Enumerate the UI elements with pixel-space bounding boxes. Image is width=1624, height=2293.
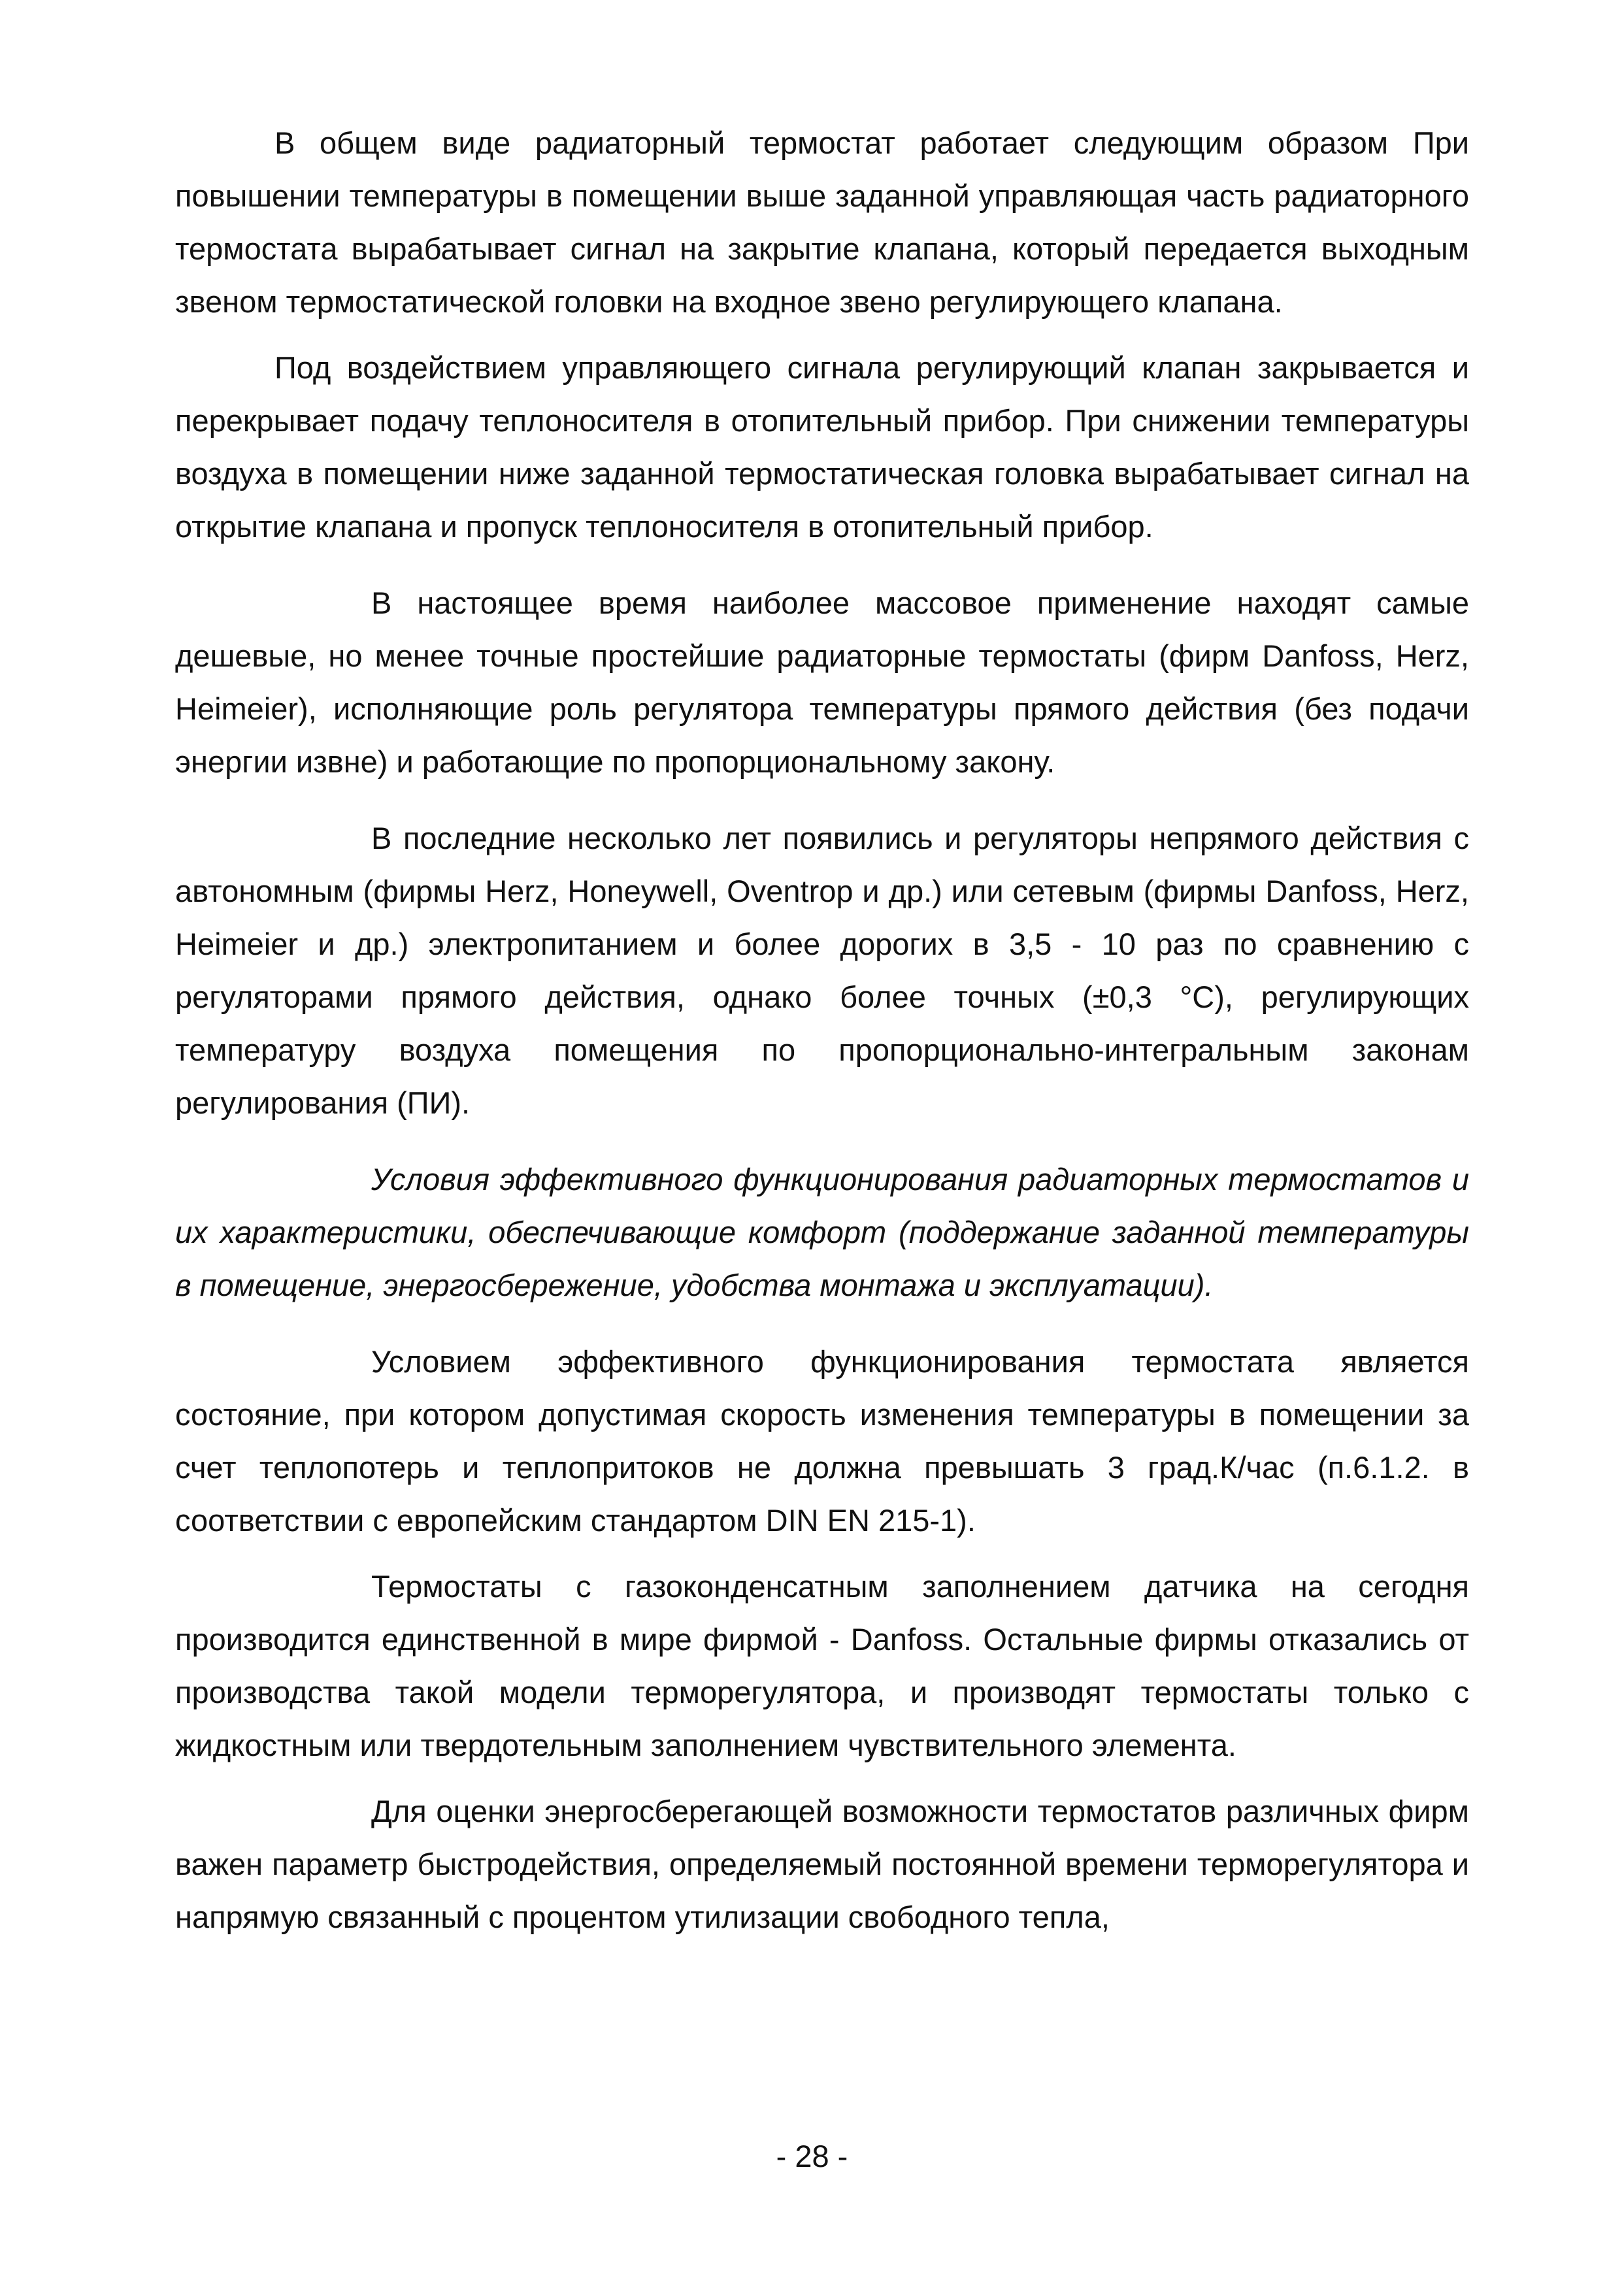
document-body: [175, 116, 1469, 1943]
section-heading-efficiency-conditions: Условия эффективного функционирования радиаторных термостатов и их характеристики, обеспечивающие комфорт (поддержание заданной температуры в помещение, энергосбережение, удобства монтажа и эксплуатации).: [175, 1162, 1469, 1302]
paragraph-efficiency-condition: Условием эффективного функционирования термостата является состояние, при котором допустимая скорость изменения температуры в помещении за счет теплопотерь и теплопритоков не должна превышать 3 град.К/час (п.6.1.2. в соответствии с европейским стандартом DIN EN 215-1).: [175, 1344, 1469, 1538]
paragraph-indirect-regulators: В последние несколько лет появились и регуляторы непрямого действия с автономным (фирмы Herz, Honeywell, Oventrop и др.) или сетевым (фирмы Danfoss, Herz, Heimeier и др.) электропитанием и более дорогих в 3,5 - 10 раз по сравнению с регуляторами прямого действия, однако более точных (±0,3 °С), регулирующих температуру воздуха помещения по пропорционально-интегральным законам регулирования (ПИ).: [175, 821, 1469, 1120]
paragraph-control-signal: Под воздействием управляющего сигнала регулирующий клапан закрывается и перекрывает подачу теплоносителя в отопительный прибор. При снижении температуры воздуха в помещении ниже заданной термостатическая головка вырабатывает сигнал на открытие клапана и пропуск теплоносителя в отопительный прибор.: [175, 350, 1469, 544]
page-number: - 28 -: [776, 2139, 848, 2173]
paragraph-simple-thermostats: В настоящее время наиболее массовое применение находят самые дешевые, но менее точные простейшие радиаторные термостаты (фирм Danfoss, Herz, Heimeier), исполняющие роль регулятора температуры прямого действия (без подачи энергии извне) и работающие по пропорциональному закону.: [175, 586, 1469, 779]
paragraph-gas-condensate: Термостаты с газоконденсатным заполнением датчика на сегодня производится единственной в мире фирмой - Danfoss. Остальные фирмы отказались от производства такой модели терморегулятора, и производят термостаты только с жидкостным или твердотельным заполнением чувствительного элемента.: [175, 1569, 1469, 1762]
paragraph-thermostat-operation: В общем виде радиаторный термостат работает следующим образом При повышении температуры в помещении выше заданной управляющая часть радиаторного термостата вырабатывает сигнал на закрытие клапана, который передается выходным звеном термостатической головки на входное звено регулирующего клапана.: [175, 125, 1469, 319]
paragraph-energy-saving: Для оценки энергосберегающей возможности термостатов различных фирм важен параметр быстродействия, определяемый постоянной времени терморегулятора и напрямую связанный с процентом утилизации свободного тепла,: [175, 1794, 1469, 1934]
